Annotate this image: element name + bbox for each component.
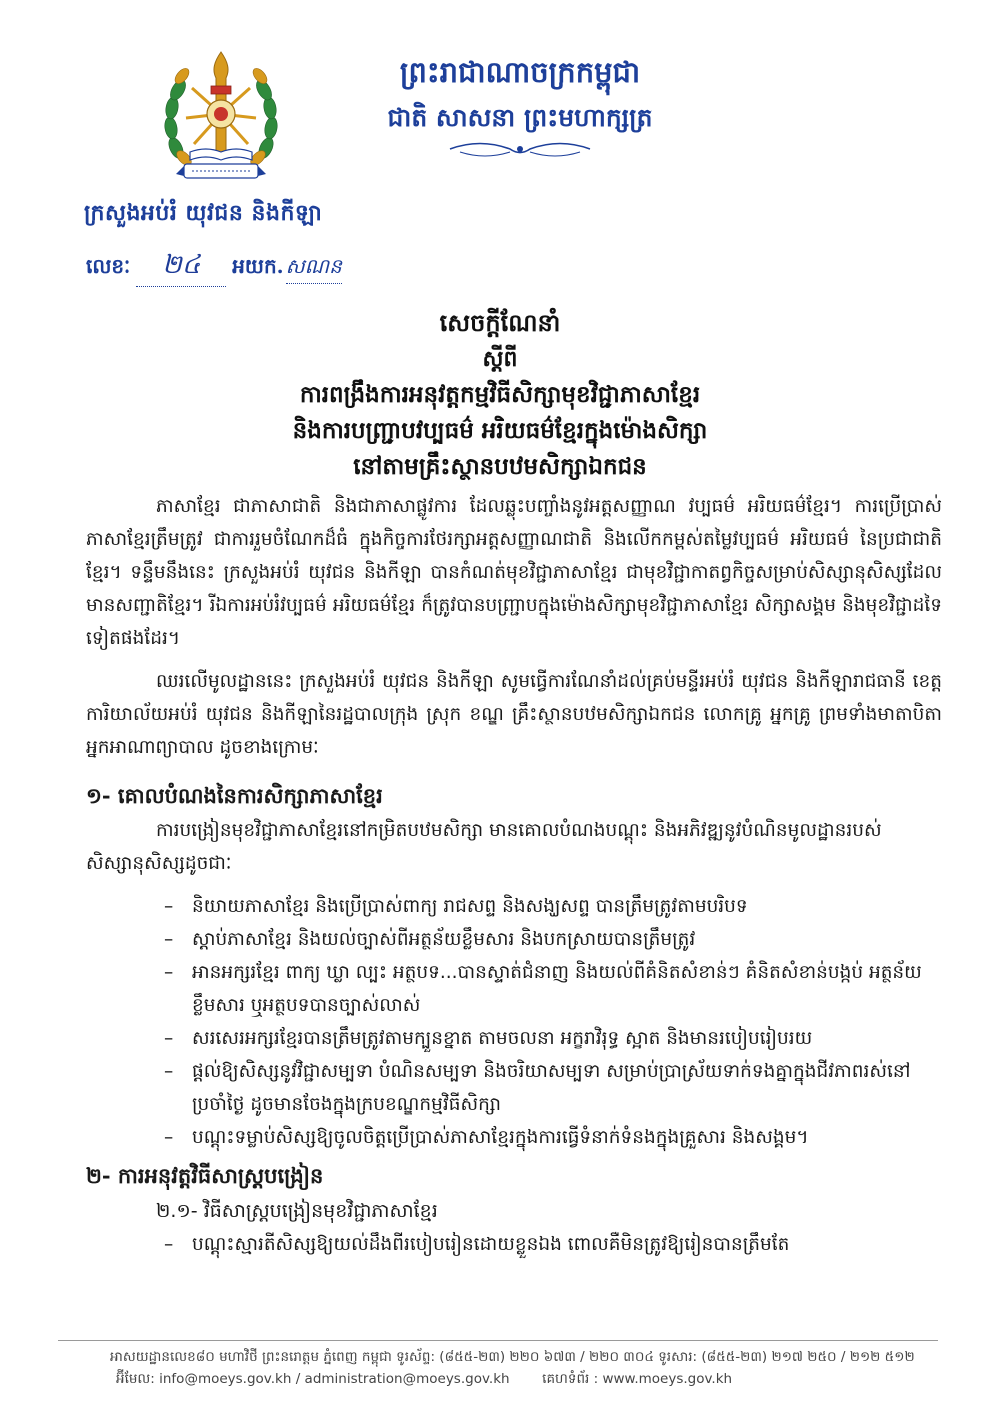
ornament-divider-icon: [440, 136, 600, 162]
kingdom-name: ព្រះរាជាណាចក្រកម្ពុជា: [399, 55, 641, 89]
list-item: – បណ្តុះទម្លាប់សិស្សឱ្យចូលចិត្តប្រើប្រាស់ភាសាខ្មែរក្នុងការធ្វើទំនាក់ទំនងក្នុងគ្រួសារ និងសង្គម។: [164, 1121, 942, 1154]
kingdom-motto: [360, 50, 680, 138]
section-2-list: [86, 1228, 942, 1261]
email-link[interactable]: info@moeys.gov.kh / administration@moeys.gov.kh: [159, 1371, 510, 1387]
reference-number: [86, 248, 342, 287]
document-title: [120, 305, 880, 485]
title-line-4: និងការបញ្ជ្រាបវប្បធម៌ អរិយធម៌ខ្មែរក្នុងម៉ោងសិក្សា: [292, 417, 708, 444]
footer-contacts: [110, 1368, 940, 1390]
email-label: អ៊ីមែល:: [116, 1371, 155, 1387]
title-line-5: នៅតាមគ្រឹះស្ថានបឋមសិក្សាឯកជន: [353, 453, 647, 480]
website-label: គេហទំព័រ :: [542, 1371, 599, 1387]
reference-label: លេខៈ: [86, 254, 131, 278]
reference-code: អយក.: [232, 254, 284, 278]
footer-address: អាសយដ្ឋានលេខ៨០ មហាវិថី ព្រះនរោត្តម ភ្នំពេញ កម្ពុជា ទូរស័ព្ទ: (៨៥៥-២៣) ២២០ ៦៧៣ / ២២០ ៣០៤ ទូរសារ: (៨៥៥-២៣) ២១៧ ២៥០ / ២១២ ៥១២: [110, 1349, 915, 1365]
section-1-intro: ការបង្រៀនមុខវិជ្ជាភាសាខ្មែរនៅកម្រិតបឋមសិក្សា មានគោលបំណងបណ្តុះ និងអភិវឌ្ឍនូវបំណិនមូលដ្ឋានរបស់សិស្សានុសិស្សដូចជាៈ: [86, 820, 882, 874]
list-item: – ស្តាប់ភាសាខ្មែរ និងយល់ច្បាស់ពីអត្ថន័យខ្លឹមសារ និងបកស្រាយបានត្រឹមត្រូវ: [164, 923, 942, 956]
website-link[interactable]: www.moeys.gov.kh: [602, 1371, 733, 1387]
footer-divider: [58, 1340, 938, 1341]
title-line-1: សេចក្តីណែនាំ: [439, 308, 561, 337]
section-2-heading: ២- ការអនុវត្តវិធីសាស្ត្របង្រៀន: [86, 1163, 324, 1188]
footer: [110, 1346, 940, 1390]
ministry-emblem-icon: [162, 48, 280, 190]
title-line-3: ការពង្រឹងការអនុវត្តកម្មវិធីសិក្សាមុខវិជ្ជាភាសាខ្មែរ: [299, 381, 701, 408]
title-line-2: ស្តីពី: [482, 346, 518, 372]
reference-code-suffix: សណន: [286, 253, 342, 284]
nation-religion-king: ជាតិ សាសនា ព្រះមហាក្សត្រ: [387, 103, 653, 132]
paragraph-2: ឈរលើមូលដ្ឋាននេះ ក្រសួងអប់រំ យុវជន និងកីឡា សូមធ្វើការណែនាំដល់គ្រប់មន្ទីរអប់រំ យុវជន និងកីឡារាជធានី ខេត្ត ការិយាល័យអប់រំ យុវជន និងកីឡានៃរដ្ឋបាលក្រុង ស្រុក ខណ្ឌ គ្រឹះស្ថានបឋមសិក្សាឯកជន លោកគ្រូ អ្នកគ្រូ ព្រមទាំងមាតាបិតា អ្នកអាណាព្យាបាល ដូចខាងក្រោមៈ: [86, 671, 942, 758]
section-1-heading: ១- គោលបំណងនៃការសិក្សាភាសាខ្មែរ: [86, 783, 383, 808]
list-item: – អានអក្សរខ្មែរ ពាក្យ ឃ្លា ល្បះ អត្ថបទ...បានស្ទាត់ជំនាញ និងយល់ពីគំនិតសំខាន់ៗ គំនិតសំខាន់បង្កប់ អត្ថន័យខ្លឹមសារ ឬអត្ថបទបានច្បាស់លាស់: [164, 956, 942, 1022]
list-item: – បណ្តុះស្មារតីសិស្សឱ្យយល់ដឹងពីរបៀបរៀនដោយខ្លួនឯង ពោលគឺមិនត្រូវឱ្យរៀនបានត្រឹមតែ: [164, 1228, 942, 1261]
reference-number-value: ២៤: [136, 248, 226, 287]
section-2-1-heading: ២.១- វិធីសាស្ត្របង្រៀនមុខវិជ្ជាភាសាខ្មែរ: [156, 1200, 438, 1222]
section-1-list: [86, 890, 942, 1154]
ministry-name: ក្រសួងអប់រំ យុវជន និងកីឡា: [84, 200, 323, 226]
list-item: – ផ្តល់ឱ្យសិស្សនូវវិជ្ជាសម្បទា បំណិនសម្បទា និងចរិយាសម្បទា សម្រាប់ប្រាស្រ័យទាក់ទងគ្នាក្នុងជីវភាពរស់នៅប្រចាំថ្ងៃ ដូចមានចែងក្នុងក្របខណ្ឌកម្មវិធីសិក្សា: [164, 1055, 942, 1121]
document-body: [86, 490, 942, 1261]
list-item: – និយាយភាសាខ្មែរ និងប្រើប្រាស់ពាក្យ រាជសព្ទ និងសង្ឃសព្ទ បានត្រឹមត្រូវតាមបរិបទ: [164, 890, 942, 923]
list-item: – សរសេរអក្សរខ្មែរបានត្រឹមត្រូវតាមក្បួនខ្នាត តាមចលនា អក្ខរាវិរុទ្ធ ស្អាត និងមានរបៀបរៀបរយ: [164, 1022, 942, 1055]
paragraph-1: ភាសាខ្មែរ ជាភាសាជាតិ និងជាភាសាផ្លូវការ ដែលឆ្លុះបញ្ចាំងនូវអត្តសញ្ញាណ វប្បធម៌ អរិយធម៌ខ្មែរ។ ការប្រើប្រាស់ភាសាខ្មែរត្រឹមត្រូវ ជាការរួមចំណែកដ៏ធំ ក្នុងកិច្ចការថែរក្សាអត្តសញ្ញាណជាតិ និងលើកកម្ពស់តម្លៃវប្បធម៌ អរិយធម៌ នៃប្រជាជាតិខ្មែរ។ ទន្ទឹមនឹងនេះ ក្រសួងអប់រំ យុវជន និងកីឡា បានកំណត់មុខវិជ្ជាភាសាខ្មែរ ជាមុខវិជ្ជាកាតព្វកិច្ចសម្រាប់សិស្សានុសិស្សដែលមានសញ្ជាតិខ្មែរ។ រីឯការអប់រំវប្បធម៌ អរិយធម៌ខ្មែរ ក៏ត្រូវបានបញ្ជ្រាបក្នុងម៉ោងសិក្សាមុខវិជ្ជាភាសាខ្មែរ សិក្សាសង្គម និងមុខវិជ្ជាដទៃទៀតផងដែរ។: [86, 496, 942, 649]
